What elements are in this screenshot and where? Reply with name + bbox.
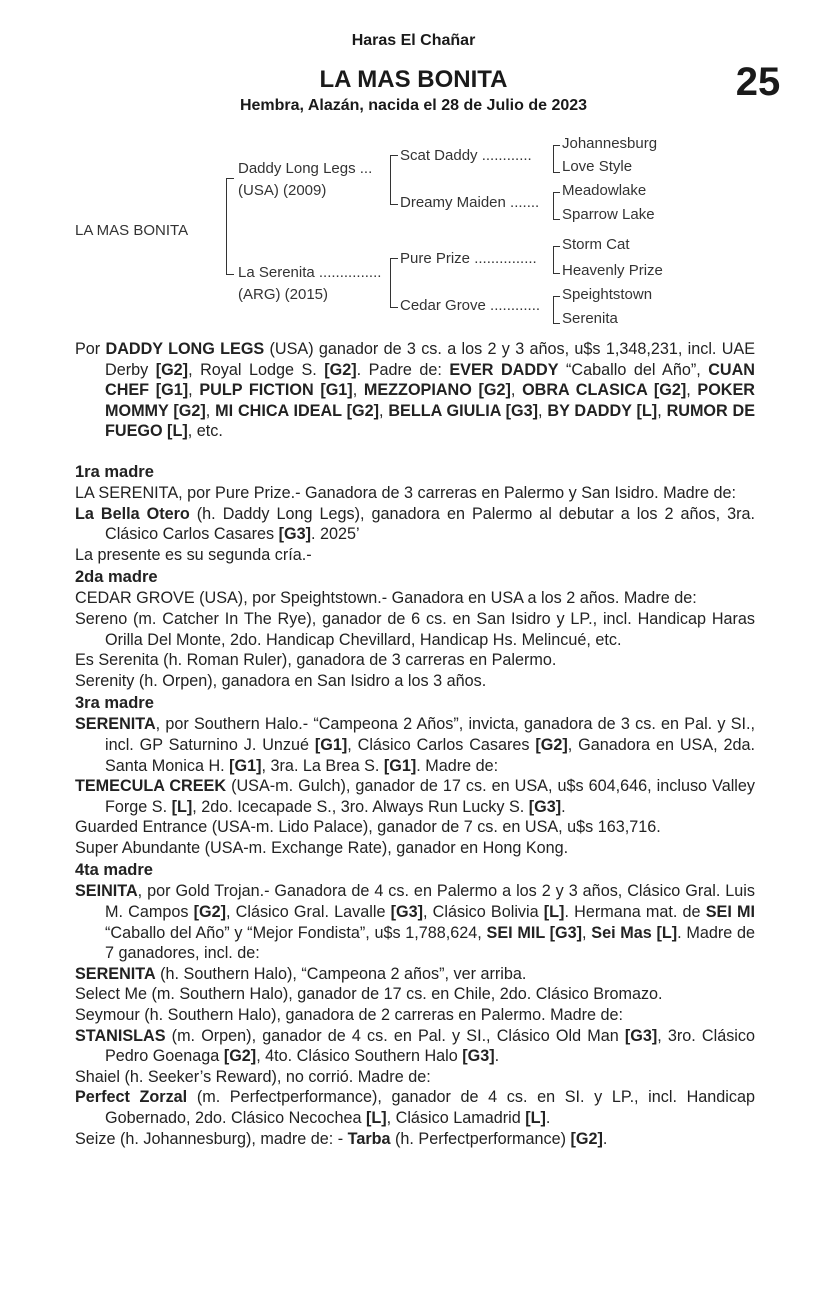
pedigree-dam-sire: Pure Prize ............... <box>400 250 537 267</box>
bracket-g3-2 <box>553 192 560 220</box>
bracket-g3-4 <box>553 296 560 324</box>
pedigree-g3-5: Storm Cat <box>562 236 630 253</box>
catalog-body <box>75 339 755 1149</box>
pedigree-g3-4: Sparrow Lake <box>562 206 655 223</box>
dam2-heading: 2da madre <box>75 568 158 587</box>
dam1-foal: La Bella Otero (h. Daddy Long Legs), ganadora en Palermo al debutar a los 2 años, 3ra. Clásico Carlos Casares [G3]. 2025’ <box>75 504 756 544</box>
dam2-foal-1: Sereno (m. Catcher In The Rye), ganador de 6 cs. en San Isidro y LP., incl. Handicap Haras Orilla Del Monte, 2do. Handicap Chevillard, Handicap Hs. Melincué, etc. <box>75 609 755 649</box>
bracket-sire-line <box>390 155 398 205</box>
pedigree-g3-1: Johannesburg <box>562 135 658 152</box>
dam4-foal-1: SERENITA (h. Southern Halo), “Campeona 2 años”, ver arriba. <box>75 964 527 983</box>
dam3-foal-1: TEMECULA CREEK (USA-m. Gulch), ganador de 17 cs. en USA, u$s 604,646, incluso Valley Forge S. [L], 2do. Icecapade S., 3ro. Always Run Lucky S. [G3]. <box>75 777 755 816</box>
dam3-foal-3: Super Abundante (USA-m. Exchange Rate), ganador en Hong Kong. <box>75 838 569 857</box>
pedigree-g3-8: Serenita <box>562 310 618 327</box>
dam3-foal-2: Guarded Entrance (USA-m. Lido Palace), ganador de 7 cs. en USA, u$s 163,716. <box>75 818 661 837</box>
dam4-foal-3: Seymour (h. Southern Halo), ganadora de 2 carreras en Palermo. Madre de: <box>75 1006 623 1025</box>
pedigree-sire-sire: Scat Daddy ............ <box>400 147 532 164</box>
pedigree-dam-dam: Cedar Grove ............ <box>400 297 541 314</box>
dam3-heading: 3ra madre <box>75 694 154 713</box>
horse-description: Hembra, Alazán, nacida el 28 de Julio de 2023 <box>239 97 588 114</box>
dam4-grandfoal-2: Shaiel (h. Seeker’s Reward), no corrió. Madre de: <box>75 1067 431 1086</box>
pedigree-sire-origin: (USA) (2009) <box>238 182 327 199</box>
pedigree-dam: La Serenita ............... <box>238 264 382 281</box>
dam4-intro: SEINITA, por Gold Trojan.- Ganadora de 4 cs. en Palermo a los 2 y 3 años, Clásico Gral. Luis M. Campos [G2], Clásico Gral. Lavalle [G3], Clásico Bolivia [L]. Hermana mat. de SEI MI “Caballo del Año” y “Mejor Fondista”, u$s 1,788,624, SEI MIL [G3], Sei Mas [L]. Madre de 7 ganadores, incl. de: <box>75 882 756 963</box>
dam4-greatgrandfoal-1: Perfect Zorzal (m. Perfectperformance), ganador de 4 cs. en SI. y LP., incl. Handicap Gobernado, 2do. Clásico Necochea [L], Clásico Lamadrid [L]. <box>75 1088 755 1127</box>
lot-number: 25 <box>735 60 781 104</box>
pedigree-g3-2: Love Style <box>562 158 633 175</box>
dam1-heading: 1ra madre <box>75 462 154 481</box>
bracket-dam-line <box>390 258 398 308</box>
pedigree-sire-dam: Dreamy Maiden ....... <box>400 194 540 211</box>
pedigree-g3-6: Heavenly Prize <box>562 262 663 279</box>
pedigree-subject: LA MAS BONITA <box>75 222 189 239</box>
dam4-grandfoal-3: Seize (h. Johannesburg), madre de: - Tarba (h. Perfectperformance) [G2]. <box>75 1129 608 1148</box>
bracket-parents <box>226 178 234 275</box>
dam1-intro: LA SERENITA, por Pure Prize.- Ganadora de 3 carreras en Palermo y San Isidro. Madre de: <box>75 483 736 502</box>
farm-name: Haras El Chañar <box>351 32 476 49</box>
pedigree-dam-origin: (ARG) (2015) <box>238 286 329 303</box>
dam2-foal-3: Serenity (h. Orpen), ganadora en San Isidro a los 3 años. <box>75 671 487 690</box>
dam3-intro: SERENITA, por Southern Halo.- “Campeona 2 Años”, invicta, ganadora de 3 cs. en Pal. y SI., incl. GP Saturnino J. Unzué [G1], Clásico Carlos Casares [G2], Ganadora en USA, 2da. Santa Monica H. [G1], 3ra. La Brea S. [G1]. Madre de: <box>75 715 755 775</box>
pedigree-g3-7: Speightstown <box>562 286 653 303</box>
dam4-grandfoal-1: STANISLAS (m. Orpen), ganador de 4 cs. en Pal. y SI., Clásico Old Man [G3], 3ro. Clásico Pedro Goenaga [G2], 4to. Clásico Southern Halo [G3]. <box>75 1026 755 1066</box>
sire-paragraph: Por DADDY LONG LEGS (USA) ganador de 3 cs. a los 2 y 3 años, u$s 1,348,231, incl. UAE Derby [G2], Royal Lodge S. [G2]. Padre de: EVER DADDY “Caballo del Año”, CUAN CHEF [G1], PULP FICTION [G1], MEZZOPIANO [G2], OBRA CLASICA [G2], POKER MOMMY [G2], MI CHICA IDEAL [G2], BELLA GIULIA [G3], BY DADDY [L], RUMOR DE FUEGO [L], etc. <box>75 340 756 441</box>
dam2-intro: CEDAR GROVE (USA), por Speightstown.- Ganadora en USA a los 2 años. Madre de: <box>75 589 697 608</box>
horse-name: LA MAS BONITA <box>319 66 508 93</box>
bracket-g3-1 <box>553 145 560 173</box>
dam2-foal-2: Es Serenita (h. Roman Ruler), ganadora de 3 carreras en Palermo. <box>75 651 557 670</box>
bracket-g3-3 <box>553 246 560 274</box>
dam4-foal-2: Select Me (m. Southern Halo), ganador de 17 cs. en Chile, 2do. Clásico Bromazo. <box>75 985 663 1004</box>
pedigree-g3-3: Meadowlake <box>562 182 647 199</box>
pedigree-sire: Daddy Long Legs ... <box>238 160 373 177</box>
dam1-note: La presente es su segunda cría.- <box>75 545 312 564</box>
dam4-heading: 4ta madre <box>75 861 153 880</box>
